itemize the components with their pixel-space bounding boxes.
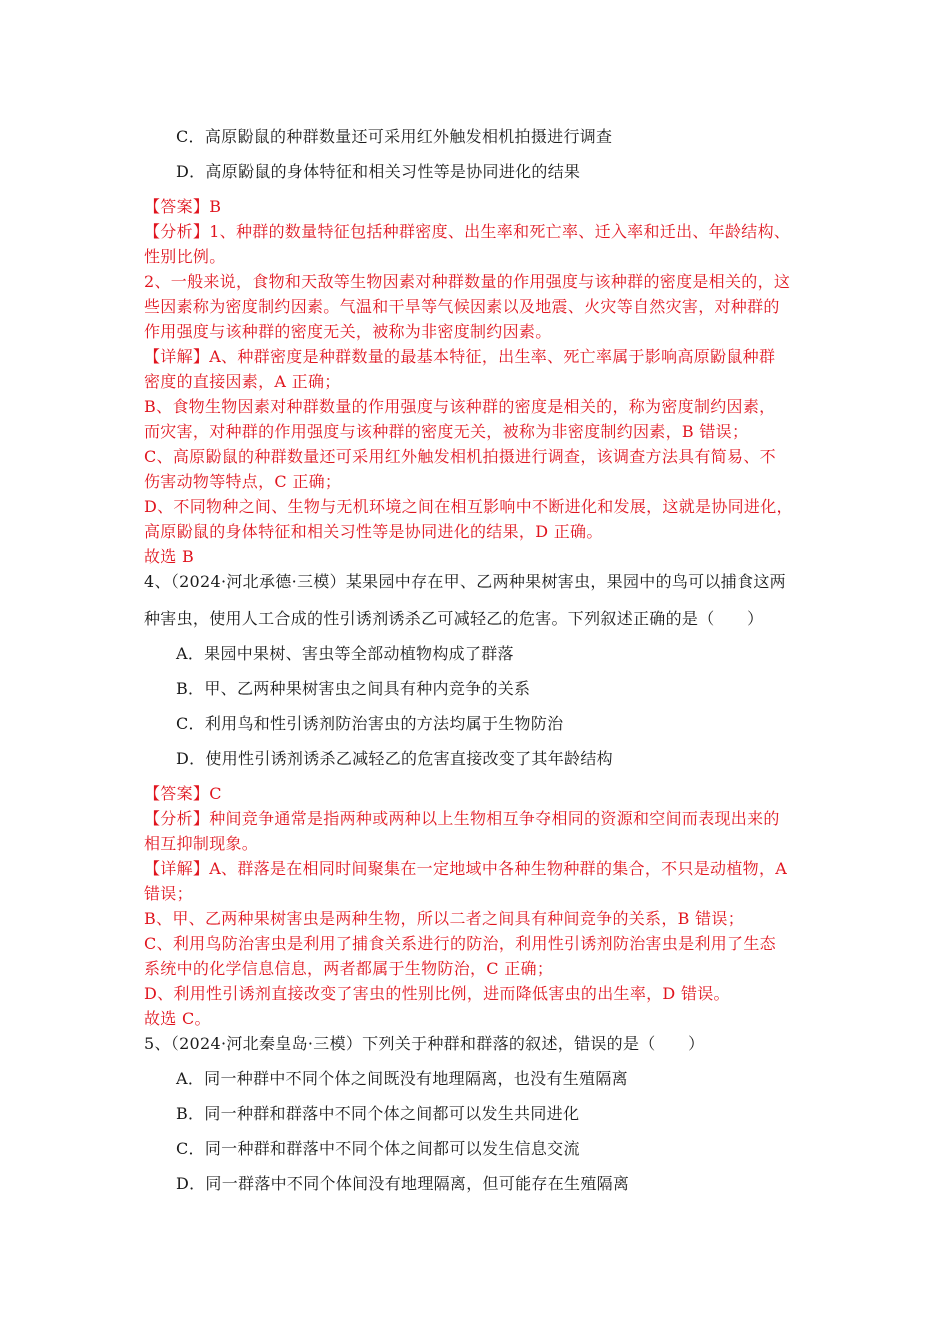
q3-analysis-line: 2、一般来说，食物和天敌等生物因素对种群数量的作用强度与该种群的密度是相关的，这 (144, 272, 791, 291)
q4-option-a: A．果园中果树、害虫等全部动植物构成了群落 (176, 644, 514, 663)
q3-conclusion: 故选 B (144, 547, 195, 566)
q5-option-a: A．同一种群中不同个体之间既没有地理隔离，也没有生殖隔离 (176, 1069, 628, 1088)
q3-answer: 【答案】B (144, 197, 222, 216)
q3-detail-line: 伤害动物等特点，C 正确； (144, 472, 342, 491)
q3-option-c: C．高原鼢鼠的种群数量还可采用红外触发相机拍摄进行调查 (176, 127, 613, 146)
q4-detail-line: C、利用鸟防治害虫是利用了捕食关系进行的防治，利用性引诱剂防治害虫是利用了生态 (144, 934, 776, 953)
q4-detail-line: B、甲、乙两种果树害虫是两种生物，所以二者之间具有种间竞争的关系，B 错误； (144, 909, 745, 928)
q5-option-c: C．同一种群和群落中不同个体之间都可以发生信息交流 (176, 1139, 580, 1158)
q4-option-b: B．甲、乙两种果树害虫之间具有种内竞争的关系 (176, 679, 531, 698)
q4-analysis-line: 相互抑制现象。 (144, 834, 259, 853)
q4-detail-line: 【详解】A、群落是在相同时间聚集在一定地域中各种生物种群的集合，不只是动植物，A (144, 859, 788, 878)
q4-option-c: C．利用鸟和性引诱剂防治害虫的方法均属于生物防治 (176, 714, 564, 733)
q4-answer: 【答案】C (144, 784, 222, 803)
q3-option-d: D．高原鼢鼠的身体特征和相关习性等是协同进化的结果 (176, 162, 581, 181)
q4-detail-line: 系统中的化学信息信息，两者都属于生物防治，C 正确； (144, 959, 554, 978)
q4-option-d: D．使用性引诱剂诱杀乙减轻乙的危害直接改变了其年龄结构 (176, 749, 613, 768)
q3-detail-line: 而灾害，对种群的作用强度与该种群的密度无关，被称为非密度制约因素，B 错误； (144, 422, 749, 441)
q5-option-b: B．同一种群和群落中不同个体之间都可以发生共同进化 (176, 1104, 580, 1123)
q3-analysis-line: 性别比例。 (144, 247, 226, 266)
q3-analysis-line: 些因素称为密度制约因素。气温和干旱等气候因素以及地震、火灾等自然灾害，对种群的 (144, 297, 780, 316)
q4-conclusion: 故选 C。 (144, 1009, 211, 1028)
q5-stem: 5、（2024·河北秦皇岛·三模）下列关于种群和群落的叙述，错误的是（ ） (144, 1034, 705, 1053)
q3-detail-line: D、不同物种之间、生物与无机环境之间在相互影响中不断进化和发展，这就是协同进化， (144, 497, 793, 516)
q3-analysis-line: 【分析】1、种群的数量特征包括种群密度、出生率和死亡率、迁入率和迁出、年龄结构、 (144, 222, 791, 241)
q4-analysis-line: 【分析】种间竞争通常是指两种或两种以上生物相互争夺相同的资源和空间而表现出来的 (144, 809, 780, 828)
q5-option-d: D．同一群落中不同个体间没有地理隔离，但可能存在生殖隔离 (176, 1174, 630, 1193)
q4-stem-line: 种害虫，使用人工合成的性引诱剂诱杀乙可减轻乙的危害。下列叙述正确的是（ ） (144, 609, 764, 628)
q3-detail-line: B、食物生物因素对种群数量的作用强度与该种群的密度是相关的，称为密度制约因素， (144, 397, 776, 416)
q3-analysis-line: 作用强度与该种群的密度无关，被称为非密度制约因素。 (144, 322, 552, 341)
q3-detail-line: 【详解】A、种群密度是种群数量的最基本特征，出生率、死亡率属于影响高原鼢鼠种群 (144, 347, 776, 366)
q4-stem-line: 4、（2024·河北承德·三模）某果园中存在甲、乙两种果树害虫，果园中的鸟可以捕食这两 (144, 572, 786, 591)
q3-detail-line: 密度的直接因素，A 正确； (144, 372, 341, 391)
q4-detail-line: D、利用性引诱剂直接改变了害虫的性别比例，进而降低害虫的出生率，D 错误。 (144, 984, 730, 1003)
q3-detail-line: 高原鼢鼠的身体特征和相关习性等是协同进化的结果，D 正确。 (144, 522, 603, 541)
q3-detail-line: C、高原鼢鼠的种群数量还可采用红外触发相机拍摄进行调查，该调查方法具有简易、不 (144, 447, 776, 466)
q4-detail-line: 错误； (144, 884, 193, 903)
